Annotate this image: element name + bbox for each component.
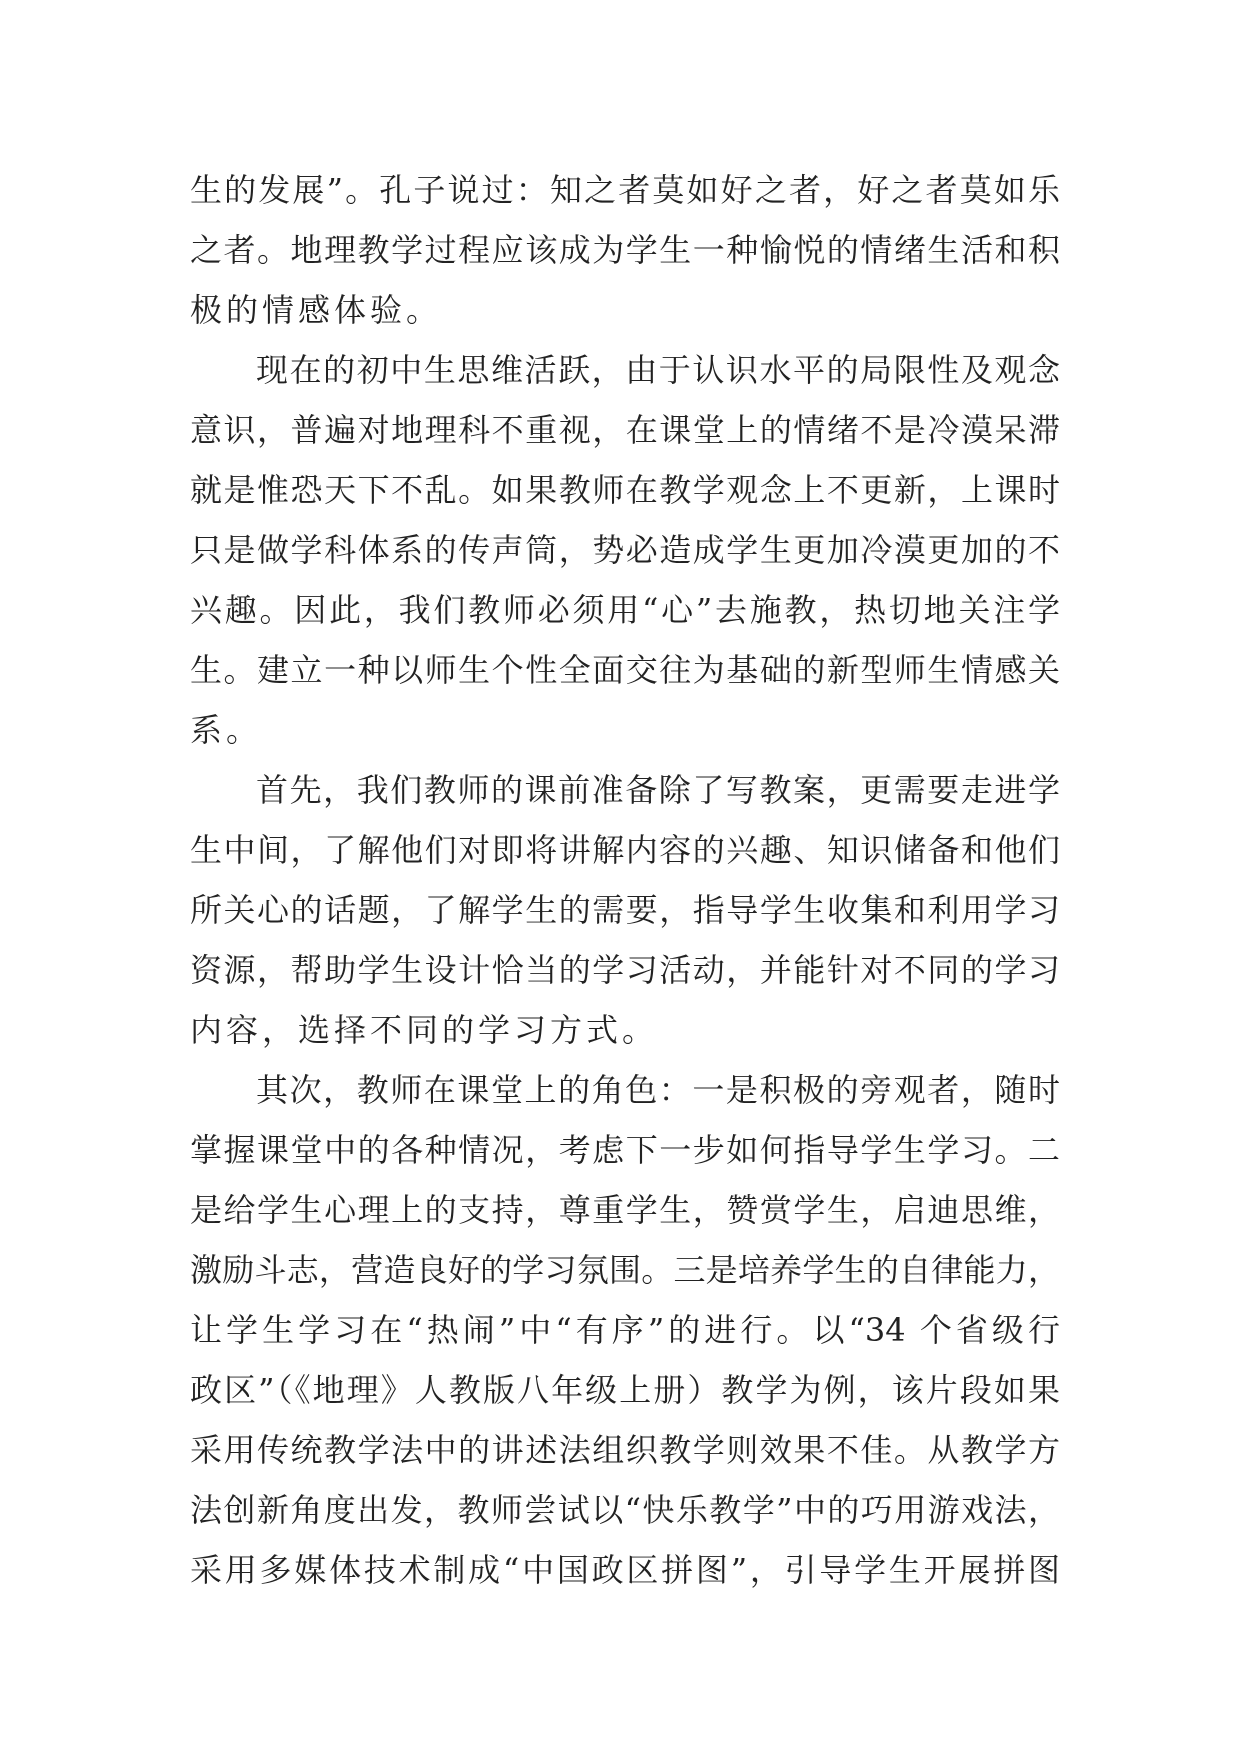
- text-line: 生。建立一种以师生个性全面交往为基础的新型师生情感关: [190, 651, 1060, 689]
- text-line: 首先，我们教师的课前准备除了写教案，更需要走进学: [256, 771, 1060, 809]
- text-line: 采用传统教学法中的讲述法组织教学则效果不佳。从教学方: [190, 1431, 1060, 1469]
- text-line: 激励斗志，营造良好的学习氛围。三是培养学生的自律能力，: [190, 1251, 1060, 1289]
- text-line: 掌握课堂中的各种情况，考虑下一步如何指导学生学习。二: [190, 1131, 1060, 1169]
- text-line: 让学生学习在“热闹”中“有序”的进行。以“34 个省级行: [190, 1311, 1060, 1349]
- text-line: 之者。地理教学过程应该成为学生一种愉悦的情绪生活和积: [190, 231, 1060, 269]
- text-line: 法创新角度出发，教师尝试以“快乐教学”中的巧用游戏法，: [190, 1491, 1060, 1529]
- text-line: 系。: [190, 711, 263, 749]
- body-text: [190, 160, 1060, 1600]
- text-line: 是给学生心理上的支持，尊重学生，赞赏学生，启迪思维，: [190, 1191, 1060, 1229]
- text-line: 生的发展”。孔子说过：知之者莫如好之者，好之者莫如乐: [190, 171, 1060, 209]
- text-line: 其次，教师在课堂上的角色：一是积极的旁观者，随时: [256, 1071, 1060, 1109]
- text-line: 只是做学科体系的传声筒，势必造成学生更加冷漠更加的不: [190, 531, 1060, 569]
- text-line: 现在的初中生思维活跃，由于认识水平的局限性及观念: [256, 351, 1060, 389]
- text-line: 生中间，了解他们对即将讲解内容的兴趣、知识储备和他们: [190, 831, 1060, 869]
- text-line: 政区”（《地理》人教版八年级上册）教学为例，该片段如果: [190, 1371, 1060, 1409]
- text-line: 兴趣。因此，我们教师必须用“心”去施教，热切地关注学: [190, 591, 1060, 629]
- text-line: 所关心的话题，了解学生的需要，指导学生收集和利用学习: [190, 891, 1060, 929]
- text-line: 极的情感体验。: [190, 291, 443, 329]
- text-line: 资源，帮助学生设计恰当的学习活动，并能针对不同的学习: [190, 951, 1060, 989]
- text-line: 意识，普遍对地理科不重视，在课堂上的情绪不是冷漠呆滞: [190, 411, 1060, 449]
- text-line: 内容，选择不同的学习方式。: [190, 1011, 659, 1049]
- text-line: 就是惟恐天下不乱。如果教师在教学观念上不更新，上课时: [190, 471, 1060, 509]
- text-line: 采用多媒体技术制成“中国政区拼图”，引导学生开展拼图: [190, 1551, 1060, 1589]
